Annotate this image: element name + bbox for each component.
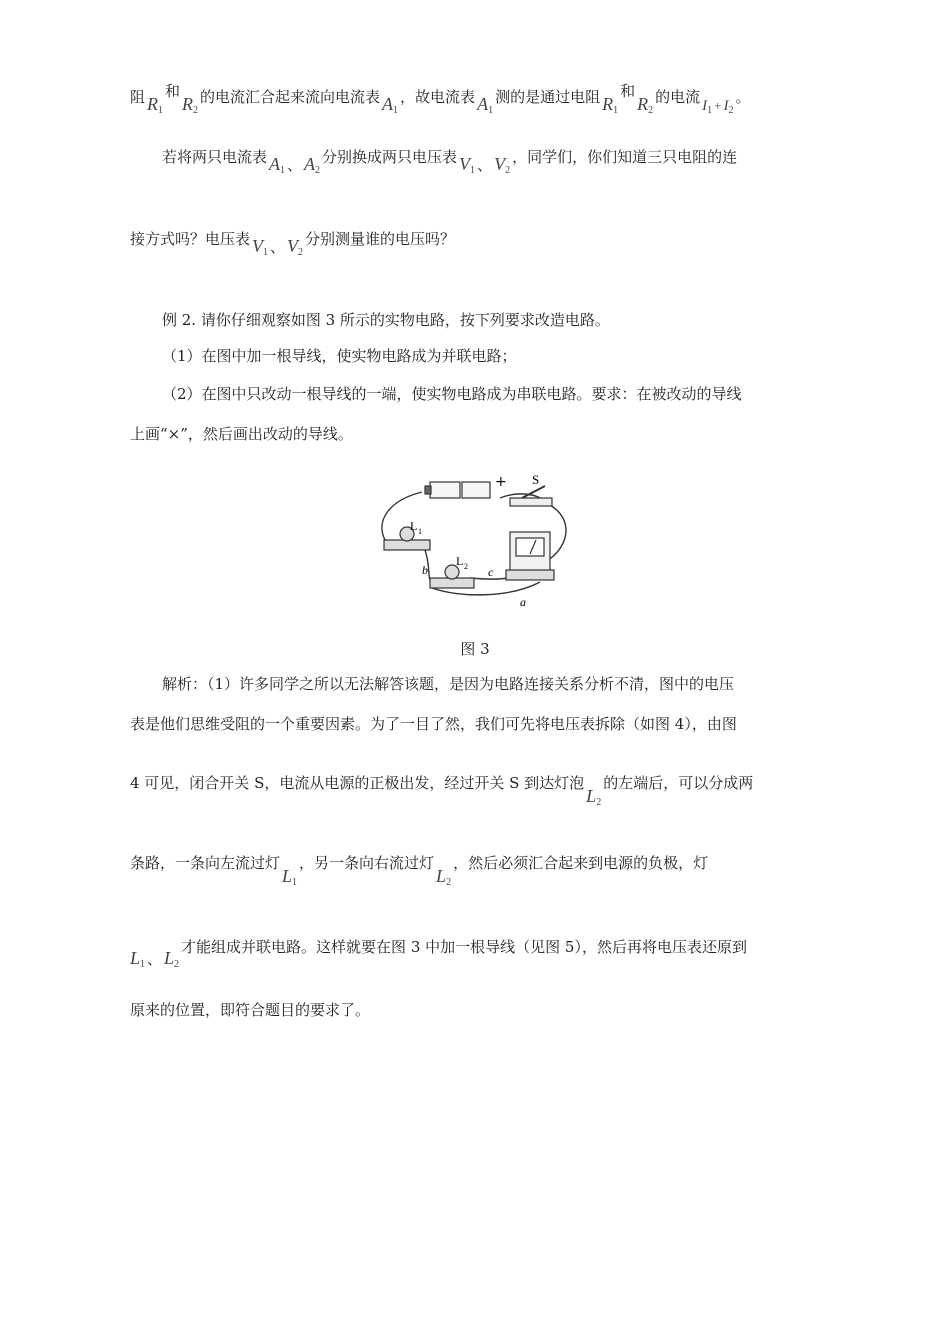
paragraph-line-2 [162, 146, 738, 176]
text: 的电流 [655, 88, 701, 106]
math-v1: $V_1$ [459, 154, 476, 176]
math-i1-plus-i2: $I_1 + I_2$ [702, 98, 734, 116]
math-l1: $L_1$ [282, 866, 298, 888]
text: 接方式吗？电压表 [130, 230, 251, 248]
l1-sub: 1 [418, 527, 422, 536]
text: 的电流汇合起来流向电流表 [200, 88, 381, 106]
math-a1: $A_1$ [269, 154, 286, 176]
math-r1: $R_1$ [602, 94, 619, 116]
text: 、 [147, 950, 163, 968]
switch-label: S [532, 472, 540, 487]
text: 阻 [130, 88, 146, 106]
text: 4 可见，闭合开关 S，电流从电源的正极出发，经过开关 S 到达灯泡 [130, 774, 585, 792]
figure-caption: 图 3 [460, 640, 490, 658]
text: ，然后必须汇合起来到电源的负极，灯 [453, 854, 709, 872]
text: 和 [165, 82, 181, 100]
paragraph-line-1 [130, 82, 751, 116]
analysis-line-5 [130, 936, 747, 970]
requirement-1: （1）在图中加一根导线，使实物电路成为并联电路； [162, 347, 517, 365]
math-l2: $L_2$ [586, 786, 602, 808]
l2-sub: 2 [464, 562, 468, 571]
math-l1: $L_1$ [130, 948, 146, 970]
plus-label: + [495, 474, 507, 490]
analysis-line-2: 表是他们思维受阻的一个重要因素。为了一目了然，我们可先将电压表拆除（如图 4），由图 [130, 715, 737, 733]
example-title: 例 2. 请你仔细观察如图 3 所示的实物电路，按下列要求改造电路。 [162, 311, 610, 329]
text: 、 [270, 238, 286, 256]
l1-label: L [410, 519, 418, 533]
analysis-line-1: 解析：（1）许多同学之所以无法解答该题，是因为电路连接关系分析不清，图中的电压 [162, 675, 735, 693]
analysis-line-3 [130, 772, 754, 808]
circuit-figure [370, 470, 580, 620]
text: 。 [735, 88, 751, 106]
text: 才能组成并联电路。这样就要在图 3 中加一根导线（见图 5），然后再将电压表还原到 [181, 938, 747, 956]
text: 、 [477, 156, 493, 174]
text: 若将两只电流表 [162, 148, 268, 166]
text: 的左端后，可以分成两 [603, 774, 754, 792]
text: 条路，一条向左流过灯 [130, 854, 281, 872]
math-v2: $V_2$ [287, 236, 304, 258]
math-v2: $V_2$ [494, 154, 511, 176]
analysis-line-4 [130, 852, 709, 888]
text: 分别换成两只电压表 [322, 148, 458, 166]
math-l2: $L_2$ [164, 948, 180, 970]
requirement-2-cont: 上画“×”，然后画出改动的导线。 [130, 425, 353, 443]
text: ，同学们，你们知道三只电阻的连 [512, 148, 738, 166]
math-r2: $R_2$ [637, 94, 654, 116]
text: 测的是通过电阻 [495, 88, 601, 106]
math-l2: $L_2$ [436, 866, 452, 888]
text: 、 [287, 156, 303, 174]
l2-label: L [456, 554, 464, 568]
voltmeter [506, 532, 554, 580]
math-r1: $R_1$ [147, 94, 164, 116]
text: ，故电流表 [400, 88, 476, 106]
analysis-line-6: 原来的位置，即符合题目的要求了。 [130, 1001, 371, 1019]
paragraph-line-3 [130, 228, 456, 258]
switch [510, 486, 552, 506]
wire-a-label: a [520, 595, 526, 609]
math-a1: $A_1$ [477, 94, 494, 116]
math-a1: $A_1$ [382, 94, 399, 116]
wire-c-label: c [488, 565, 494, 579]
requirement-2: （2）在图中只改动一根导线的一端，使实物电路成为串联电路。要求：在被改动的导线 [162, 385, 742, 403]
text: 分别测量谁的电压吗？ [305, 230, 456, 248]
text: 和 [620, 82, 636, 100]
lamp-l1 [384, 527, 430, 550]
math-r2: $R_2$ [182, 94, 199, 116]
math-a2: $A_2$ [304, 154, 321, 176]
text: ，另一条向右流过灯 [299, 854, 435, 872]
battery [425, 482, 490, 498]
math-v1: $V_1$ [252, 236, 269, 258]
wire-b-label: b [422, 563, 428, 577]
